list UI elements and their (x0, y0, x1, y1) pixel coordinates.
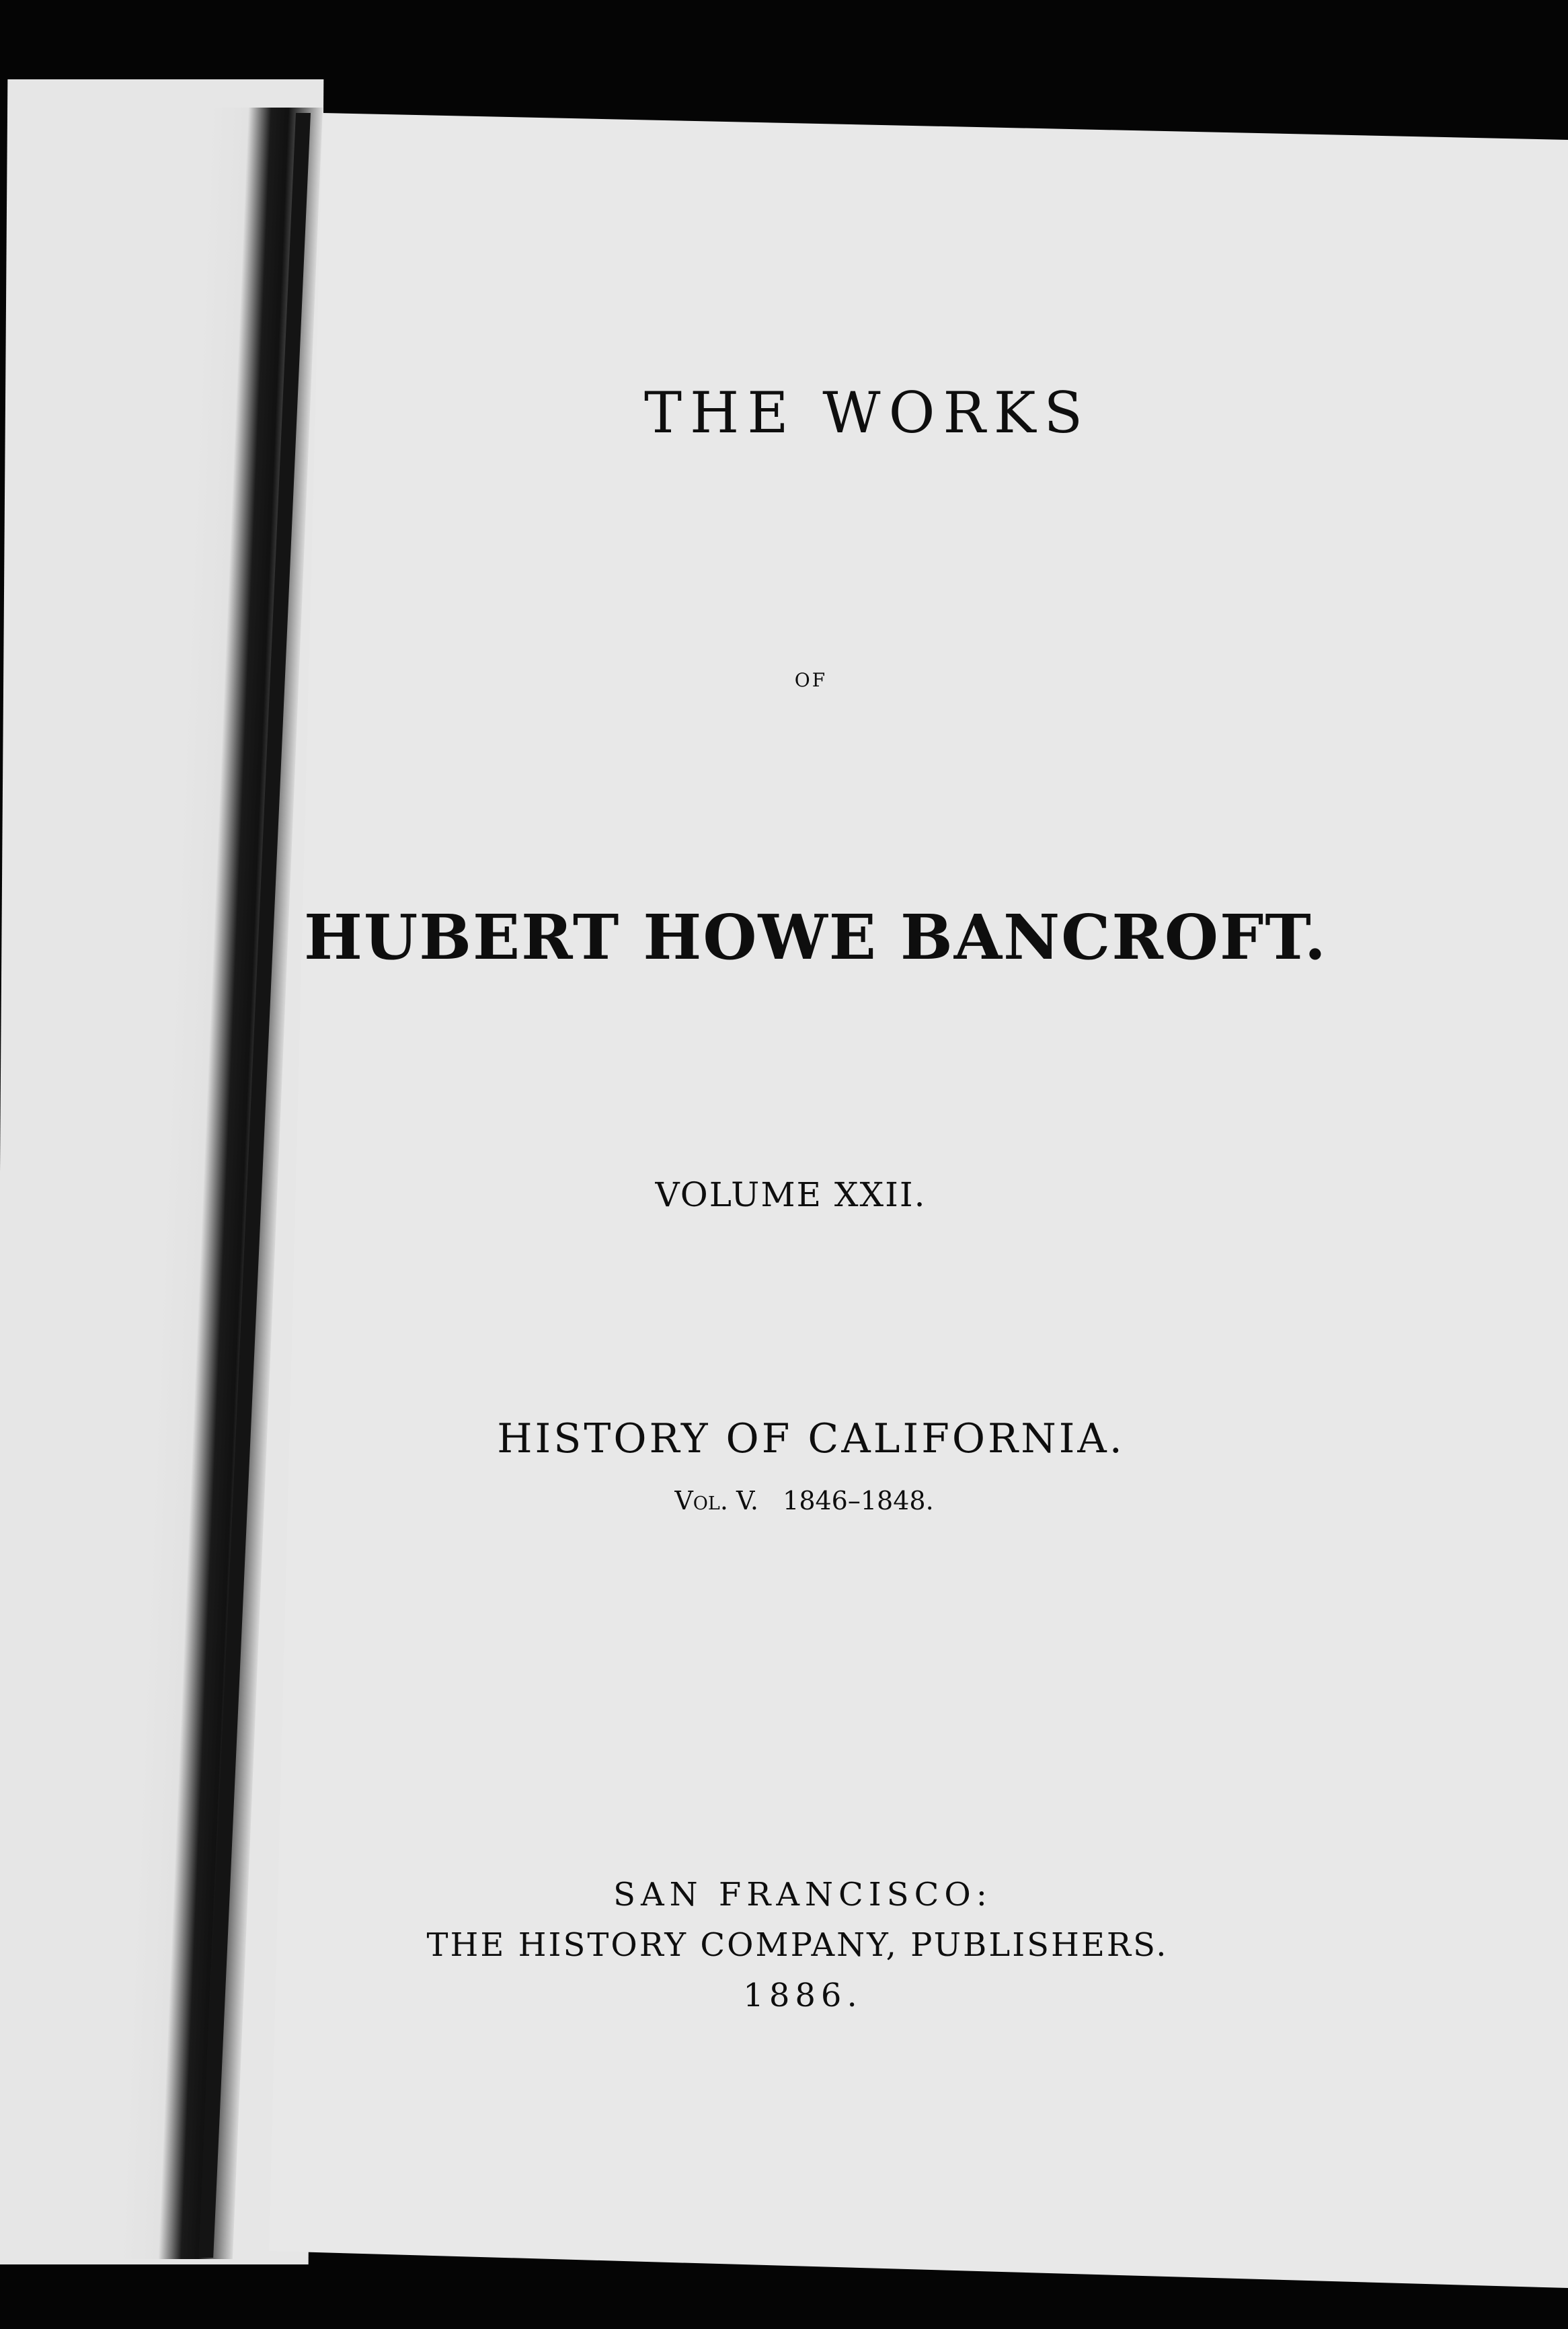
sub-volume-number: V. (736, 1486, 758, 1515)
sub-volume-line (20, 1486, 1568, 1515)
imprint-publisher: THE HISTORY COMPANY, PUBLISHERS. (426, 1926, 1169, 1964)
year-range: 1846–1848. (783, 1486, 934, 1515)
works-heading: THE WORKS (643, 380, 1091, 446)
sub-volume-label: Vol. (674, 1486, 728, 1515)
imprint-city: SAN FRANCISCO: (613, 1876, 992, 1913)
volume-number: VOLUME XXII. (655, 1175, 927, 1214)
of-connector: OF (794, 669, 828, 691)
author-name: HUBERT HOWE BANCROFT. (304, 901, 1327, 974)
imprint-year: 1886. (743, 1977, 863, 2014)
series-title: HISTORY OF CALIFORNIA. (497, 1415, 1125, 1462)
